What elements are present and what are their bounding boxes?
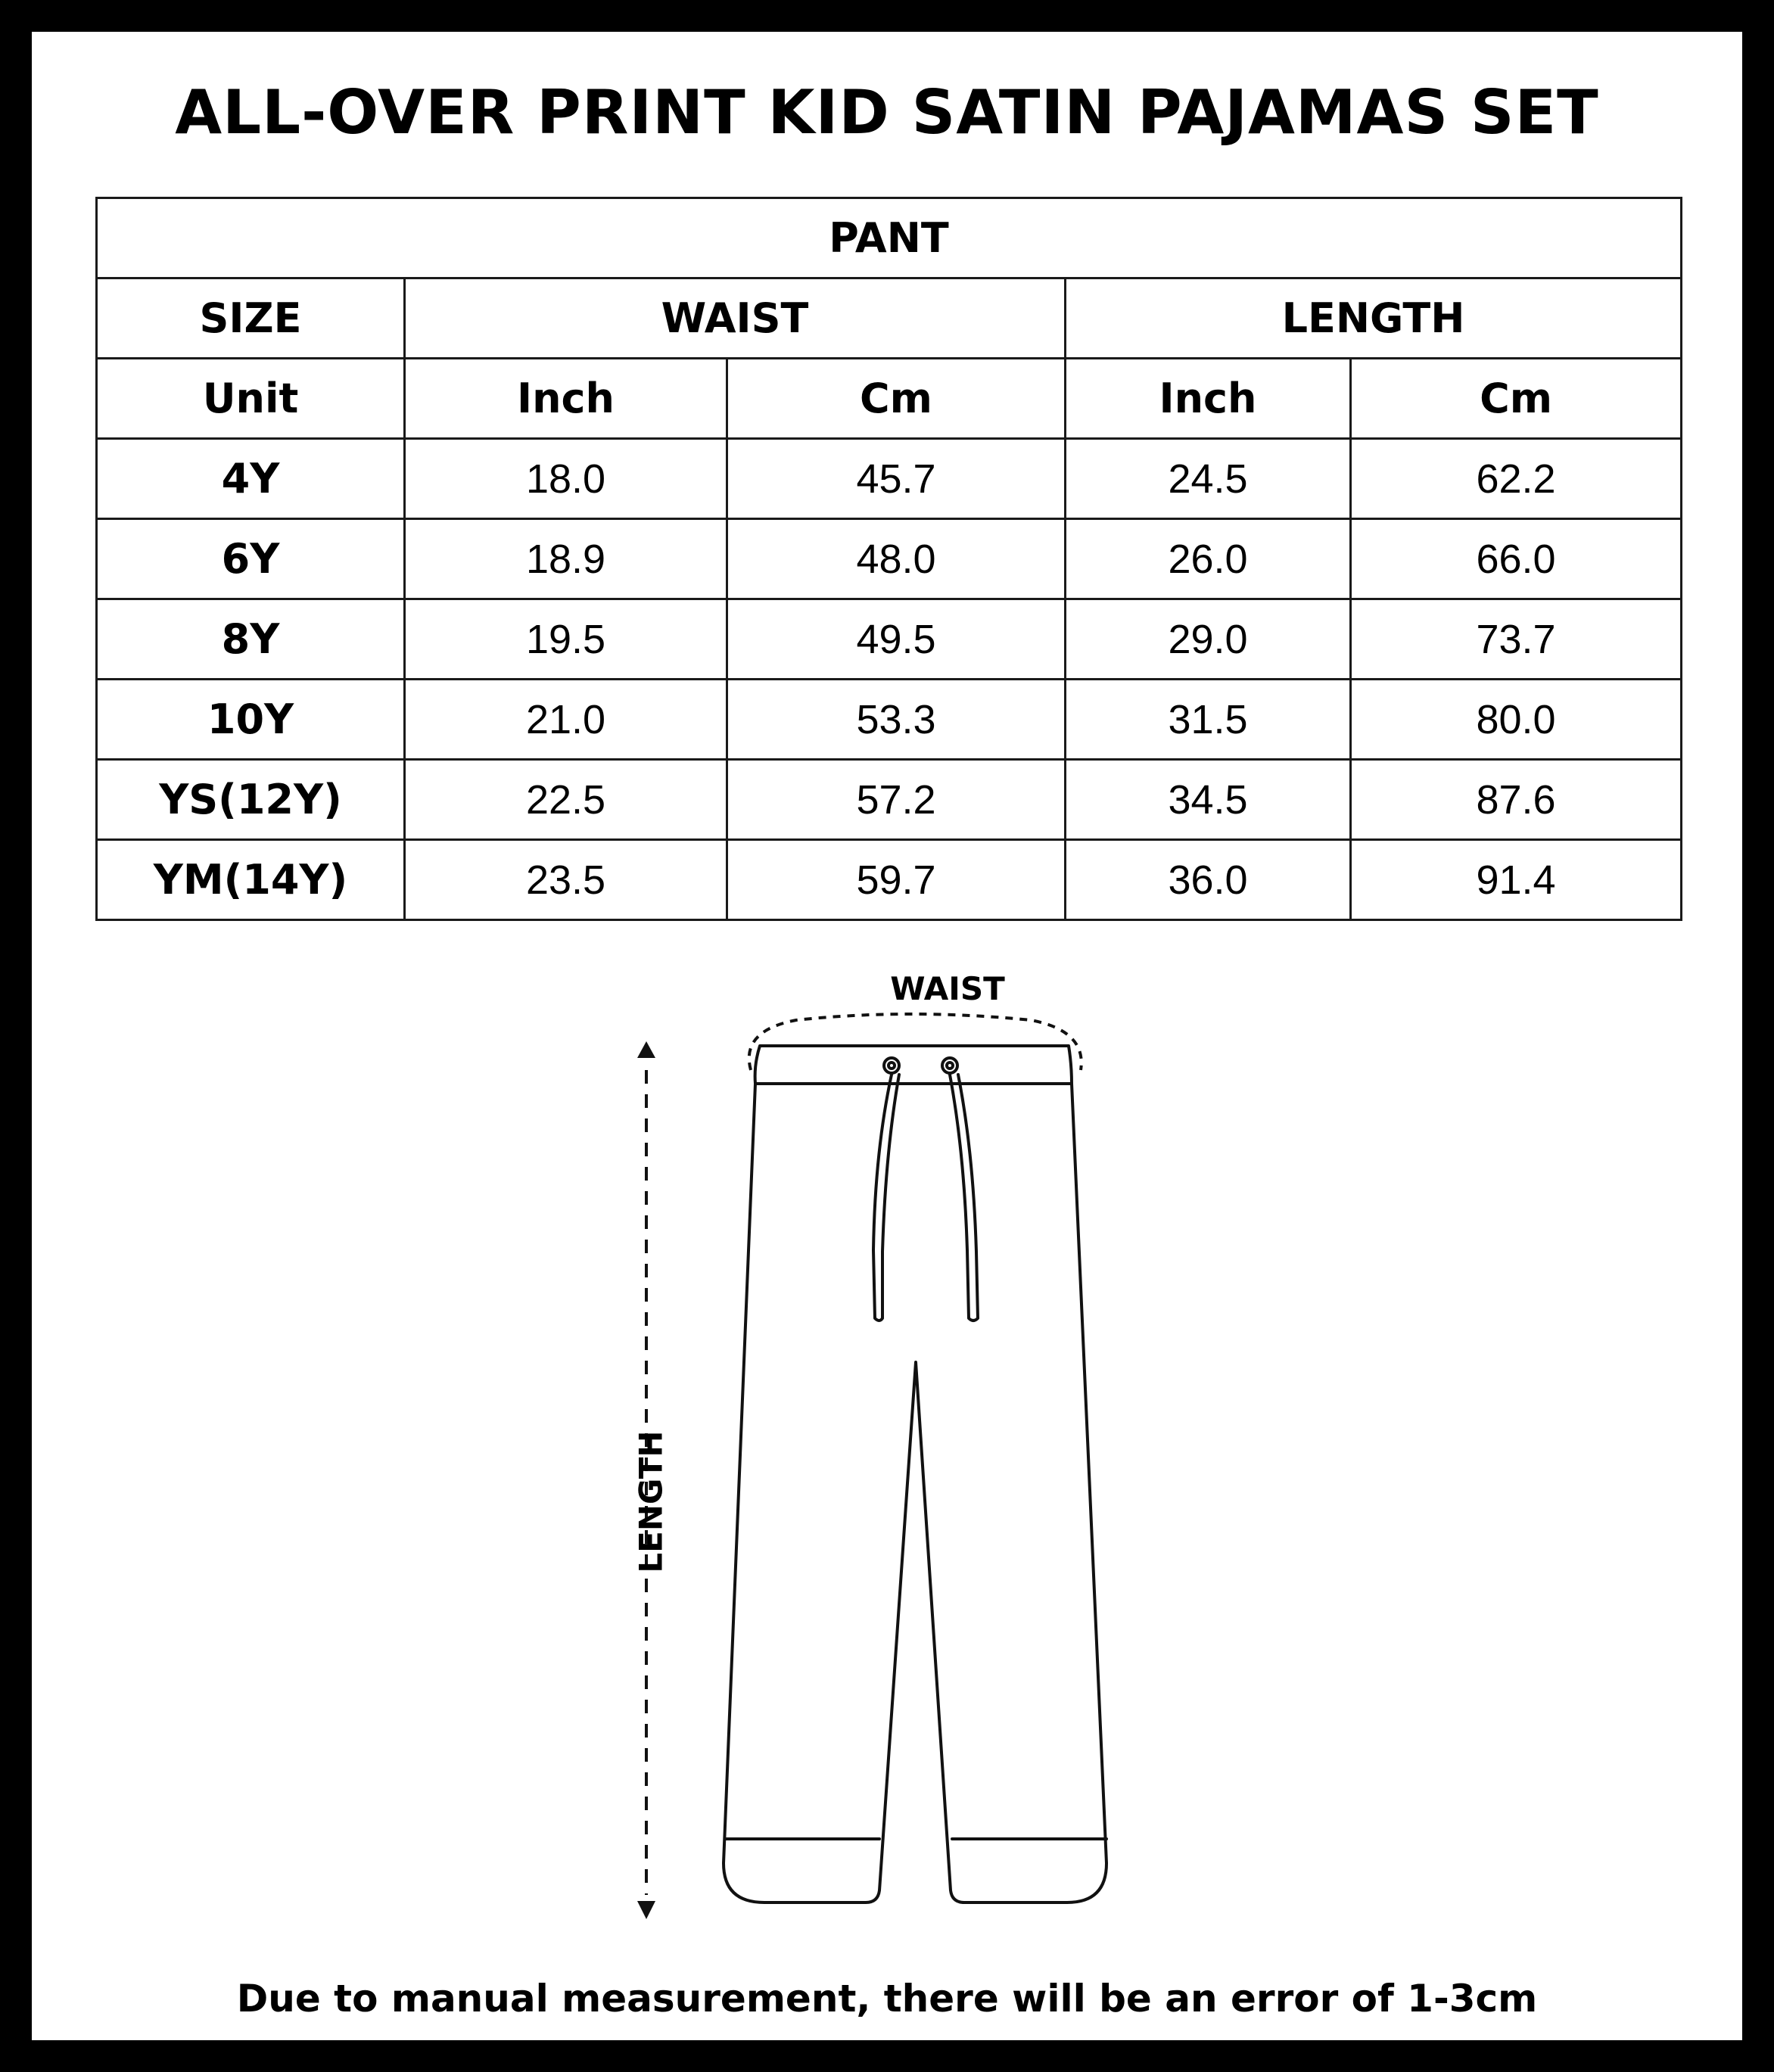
page-title: ALL-OVER PRINT KID SATIN PAJAMAS SET (175, 77, 1599, 148)
length-cm-cell: 66.0 (1351, 519, 1682, 599)
waist-cm-cell: 45.7 (727, 439, 1066, 519)
length-cm-cell: 62.2 (1351, 439, 1682, 519)
waist-cm-cell: 48.0 (727, 519, 1066, 599)
waist-inch-cell: 23.5 (405, 840, 727, 920)
size-cell: YS(12Y) (97, 760, 405, 840)
size-cell: 10Y (97, 680, 405, 760)
waist-measure-label: WAIST (890, 970, 1005, 1007)
left-grommet-inner (889, 1062, 895, 1069)
size-cell: 4Y (97, 439, 405, 519)
waist-unit-inch: Inch (405, 359, 727, 439)
length-inch-cell: 31.5 (1066, 680, 1351, 760)
length-measure-label: LENGTH (632, 1430, 670, 1573)
waist-cm-cell: 57.2 (727, 760, 1066, 840)
left-drawstring (873, 1075, 899, 1321)
length-header: LENGTH (1066, 278, 1682, 359)
length-cm-cell: 87.6 (1351, 760, 1682, 840)
waist-inch-cell: 18.9 (405, 519, 727, 599)
waist-unit-cm: Cm (727, 359, 1066, 439)
pants-outline (724, 1084, 1106, 1902)
waist-inch-cell: 22.5 (405, 760, 727, 840)
waist-inch-cell: 18.0 (405, 439, 727, 519)
waist-cm-cell: 53.3 (727, 680, 1066, 760)
length-cm-cell: 73.7 (1351, 599, 1682, 680)
length-unit-inch: Inch (1066, 359, 1351, 439)
length-arrow-bottom (637, 1901, 655, 1919)
length-unit-cm: Cm (1351, 359, 1682, 439)
length-inch-cell: 29.0 (1066, 599, 1351, 680)
size-cell: 6Y (97, 519, 405, 599)
right-grommet-inner (947, 1062, 953, 1069)
section-header-pant: PANT (97, 198, 1682, 278)
length-inch-cell: 26.0 (1066, 519, 1351, 599)
pants-diagram (32, 32, 1742, 2040)
waist-inch-cell: 19.5 (405, 599, 727, 680)
length-inch-cell: 34.5 (1066, 760, 1351, 840)
size-cell: YM(14Y) (97, 840, 405, 920)
right-drawstring (950, 1075, 978, 1321)
waist-measure-line (749, 1014, 1082, 1070)
size-header: SIZE (97, 278, 405, 359)
waist-cm-cell: 49.5 (727, 599, 1066, 680)
length-arrow-top (637, 1041, 655, 1058)
waist-inch-cell: 21.0 (405, 680, 727, 760)
length-inch-cell: 36.0 (1066, 840, 1351, 920)
size-chart-card (32, 32, 1742, 2040)
waist-header: WAIST (405, 278, 1066, 359)
length-cm-cell: 80.0 (1351, 680, 1682, 760)
length-cm-cell: 91.4 (1351, 840, 1682, 920)
size-cell: 8Y (97, 599, 405, 680)
waist-cm-cell: 59.7 (727, 840, 1066, 920)
measurement-note: Due to manual measurement, there will be an error of 1-3cm (236, 1977, 1538, 2021)
length-inch-cell: 24.5 (1066, 439, 1351, 519)
left-grommet (884, 1058, 899, 1073)
pants-waistband (755, 1046, 1072, 1084)
right-grommet (942, 1058, 957, 1073)
unit-label: Unit (97, 359, 405, 439)
